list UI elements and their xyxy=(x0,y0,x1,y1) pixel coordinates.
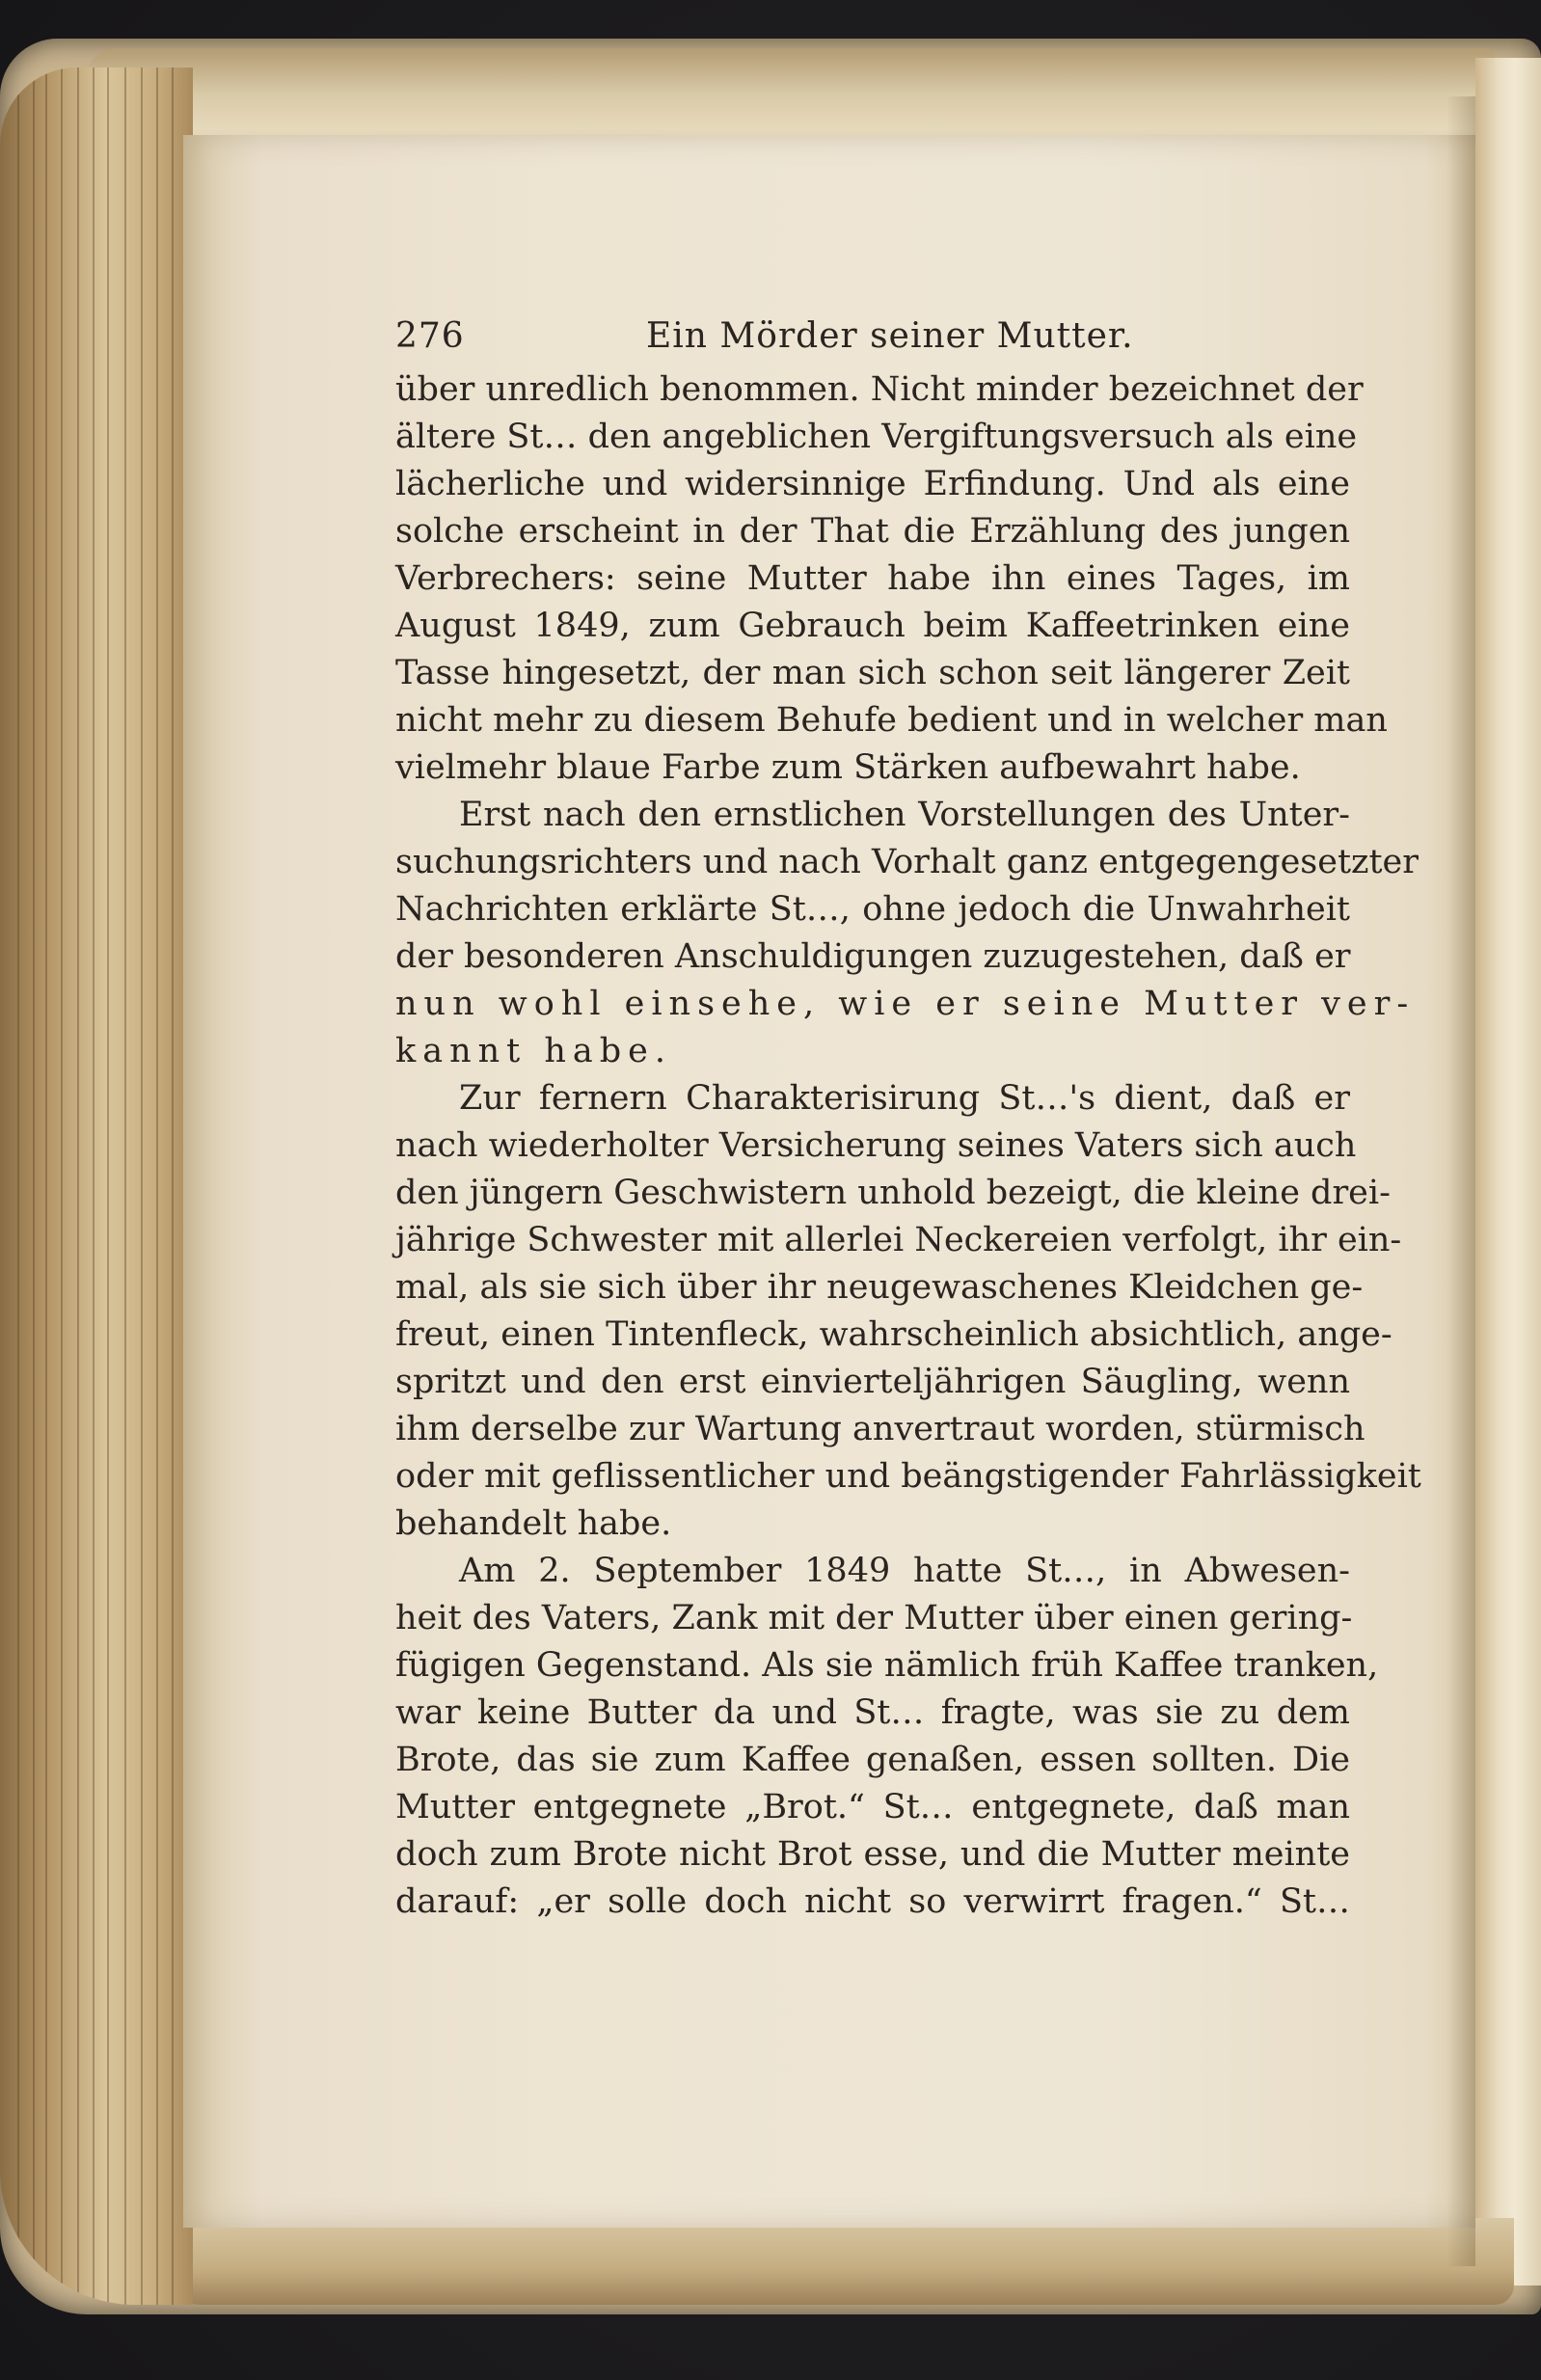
page-text xyxy=(395,307,1421,1926)
text-line: nicht mehr zu diesem Behufe bedient und in welcher man xyxy=(395,701,1388,740)
text-line: jährige Schwester mit allerlei Neckereien verfolgt, ihr ein- xyxy=(395,1221,1402,1259)
text-line: darauf: „er solle doch nicht so verwirrt fragen.“ St… xyxy=(395,1882,1350,1921)
text-line: fügigen Gegenstand. Als sie nämlich früh Kaffee tranken, xyxy=(395,1646,1379,1685)
text-line: der besonderen Anschuldigungen zuzugestehen, daß er xyxy=(395,937,1351,976)
text-line: mal, als sie sich über ihr neugewaschenes Kleidchen ge- xyxy=(395,1268,1364,1307)
text-line: Mutter entgegnete „Brot.“ St… entgegnete, daß man xyxy=(395,1788,1350,1826)
text-line: doch zum Brote nicht Brot esse, und die Mutter meinte xyxy=(395,1835,1350,1874)
gutter-shadow xyxy=(1446,96,1475,2266)
text-line: war keine Butter da und St… fragte, was sie zu dem xyxy=(395,1693,1350,1732)
text-line: behandelt habe. xyxy=(395,1504,672,1543)
text-line: oder mit geflissentlicher und beängstigender Fahrlässigkeit xyxy=(395,1457,1421,1496)
page-edges-right xyxy=(1475,58,1541,2285)
text-line: ältere St… den angeblichen Vergiftungsversuch als eine xyxy=(395,418,1358,456)
text-line: solche erscheint in der That die Erzählung des jungen xyxy=(395,512,1350,551)
text-line: ihm derselbe zur Wartung anvertraut worden, stürmisch xyxy=(395,1410,1365,1448)
text-line: suchungsrichters und nach Vorhalt ganz entgegengesetzter xyxy=(395,843,1419,881)
text-line: nun wohl einsehe, wie er seine Mutter ver- xyxy=(395,985,1416,1023)
paragraph xyxy=(395,792,1419,1075)
text-line: freut, einen Tintenfleck, wahrscheinlich absichtlich, ange- xyxy=(395,1315,1392,1354)
paragraph xyxy=(395,1548,1379,1926)
page-number: 276 xyxy=(395,316,465,356)
text-line: Verbrechers: seine Mutter habe ihn eines Tages, im xyxy=(395,559,1350,598)
running-head xyxy=(395,307,1350,366)
text-line: Am 2. September 1849 hatte St…, in Abwesen- xyxy=(459,1552,1350,1590)
paragraph xyxy=(395,366,1388,792)
text-line: Brote, das sie zum Kaffee genaßen, essen sollten. Die xyxy=(395,1741,1350,1779)
page-edges-bottom xyxy=(145,2218,1514,2305)
text-line: lächerliche und widersinnige Erfindung. Und als eine xyxy=(395,465,1350,503)
text-line: über unredlich benommen. Nicht minder bezeichnet der xyxy=(395,370,1364,409)
text-line: vielmehr blaue Farbe zum Stärken aufbewahrt habe. xyxy=(395,748,1301,787)
text-line: den jüngern Geschwistern unhold bezeigt, die kleine drei- xyxy=(395,1174,1391,1212)
page-edges-left xyxy=(0,68,193,2305)
text-line: August 1849, zum Gebrauch beim Kaffeetrinken eine xyxy=(395,607,1350,645)
text-line: spritzt und den erst einvierteljährigen Säugling, wenn xyxy=(395,1363,1350,1401)
text-line: Erst nach den ernstlichen Vorstellungen des Unter- xyxy=(459,796,1350,834)
page-header-title: Ein Mörder seiner Mutter. xyxy=(646,316,1134,356)
text-line: Nachrichten erklärte St…, ohne jedoch die Unwahrheit xyxy=(395,890,1350,929)
text-line: Zur fernern Charakterisirung St…'s dient, daß er xyxy=(459,1079,1350,1118)
text-line: kannt habe. xyxy=(395,1032,672,1070)
text-line: heit des Vaters, Zank mit der Mutter über einen gering- xyxy=(395,1599,1353,1637)
text-line: nach wiederholter Versicherung seines Vaters sich auch xyxy=(395,1126,1357,1165)
text-line: Tasse hingesetzt, der man sich schon seit längerer Zeit xyxy=(395,654,1350,692)
paragraph xyxy=(395,1075,1421,1548)
